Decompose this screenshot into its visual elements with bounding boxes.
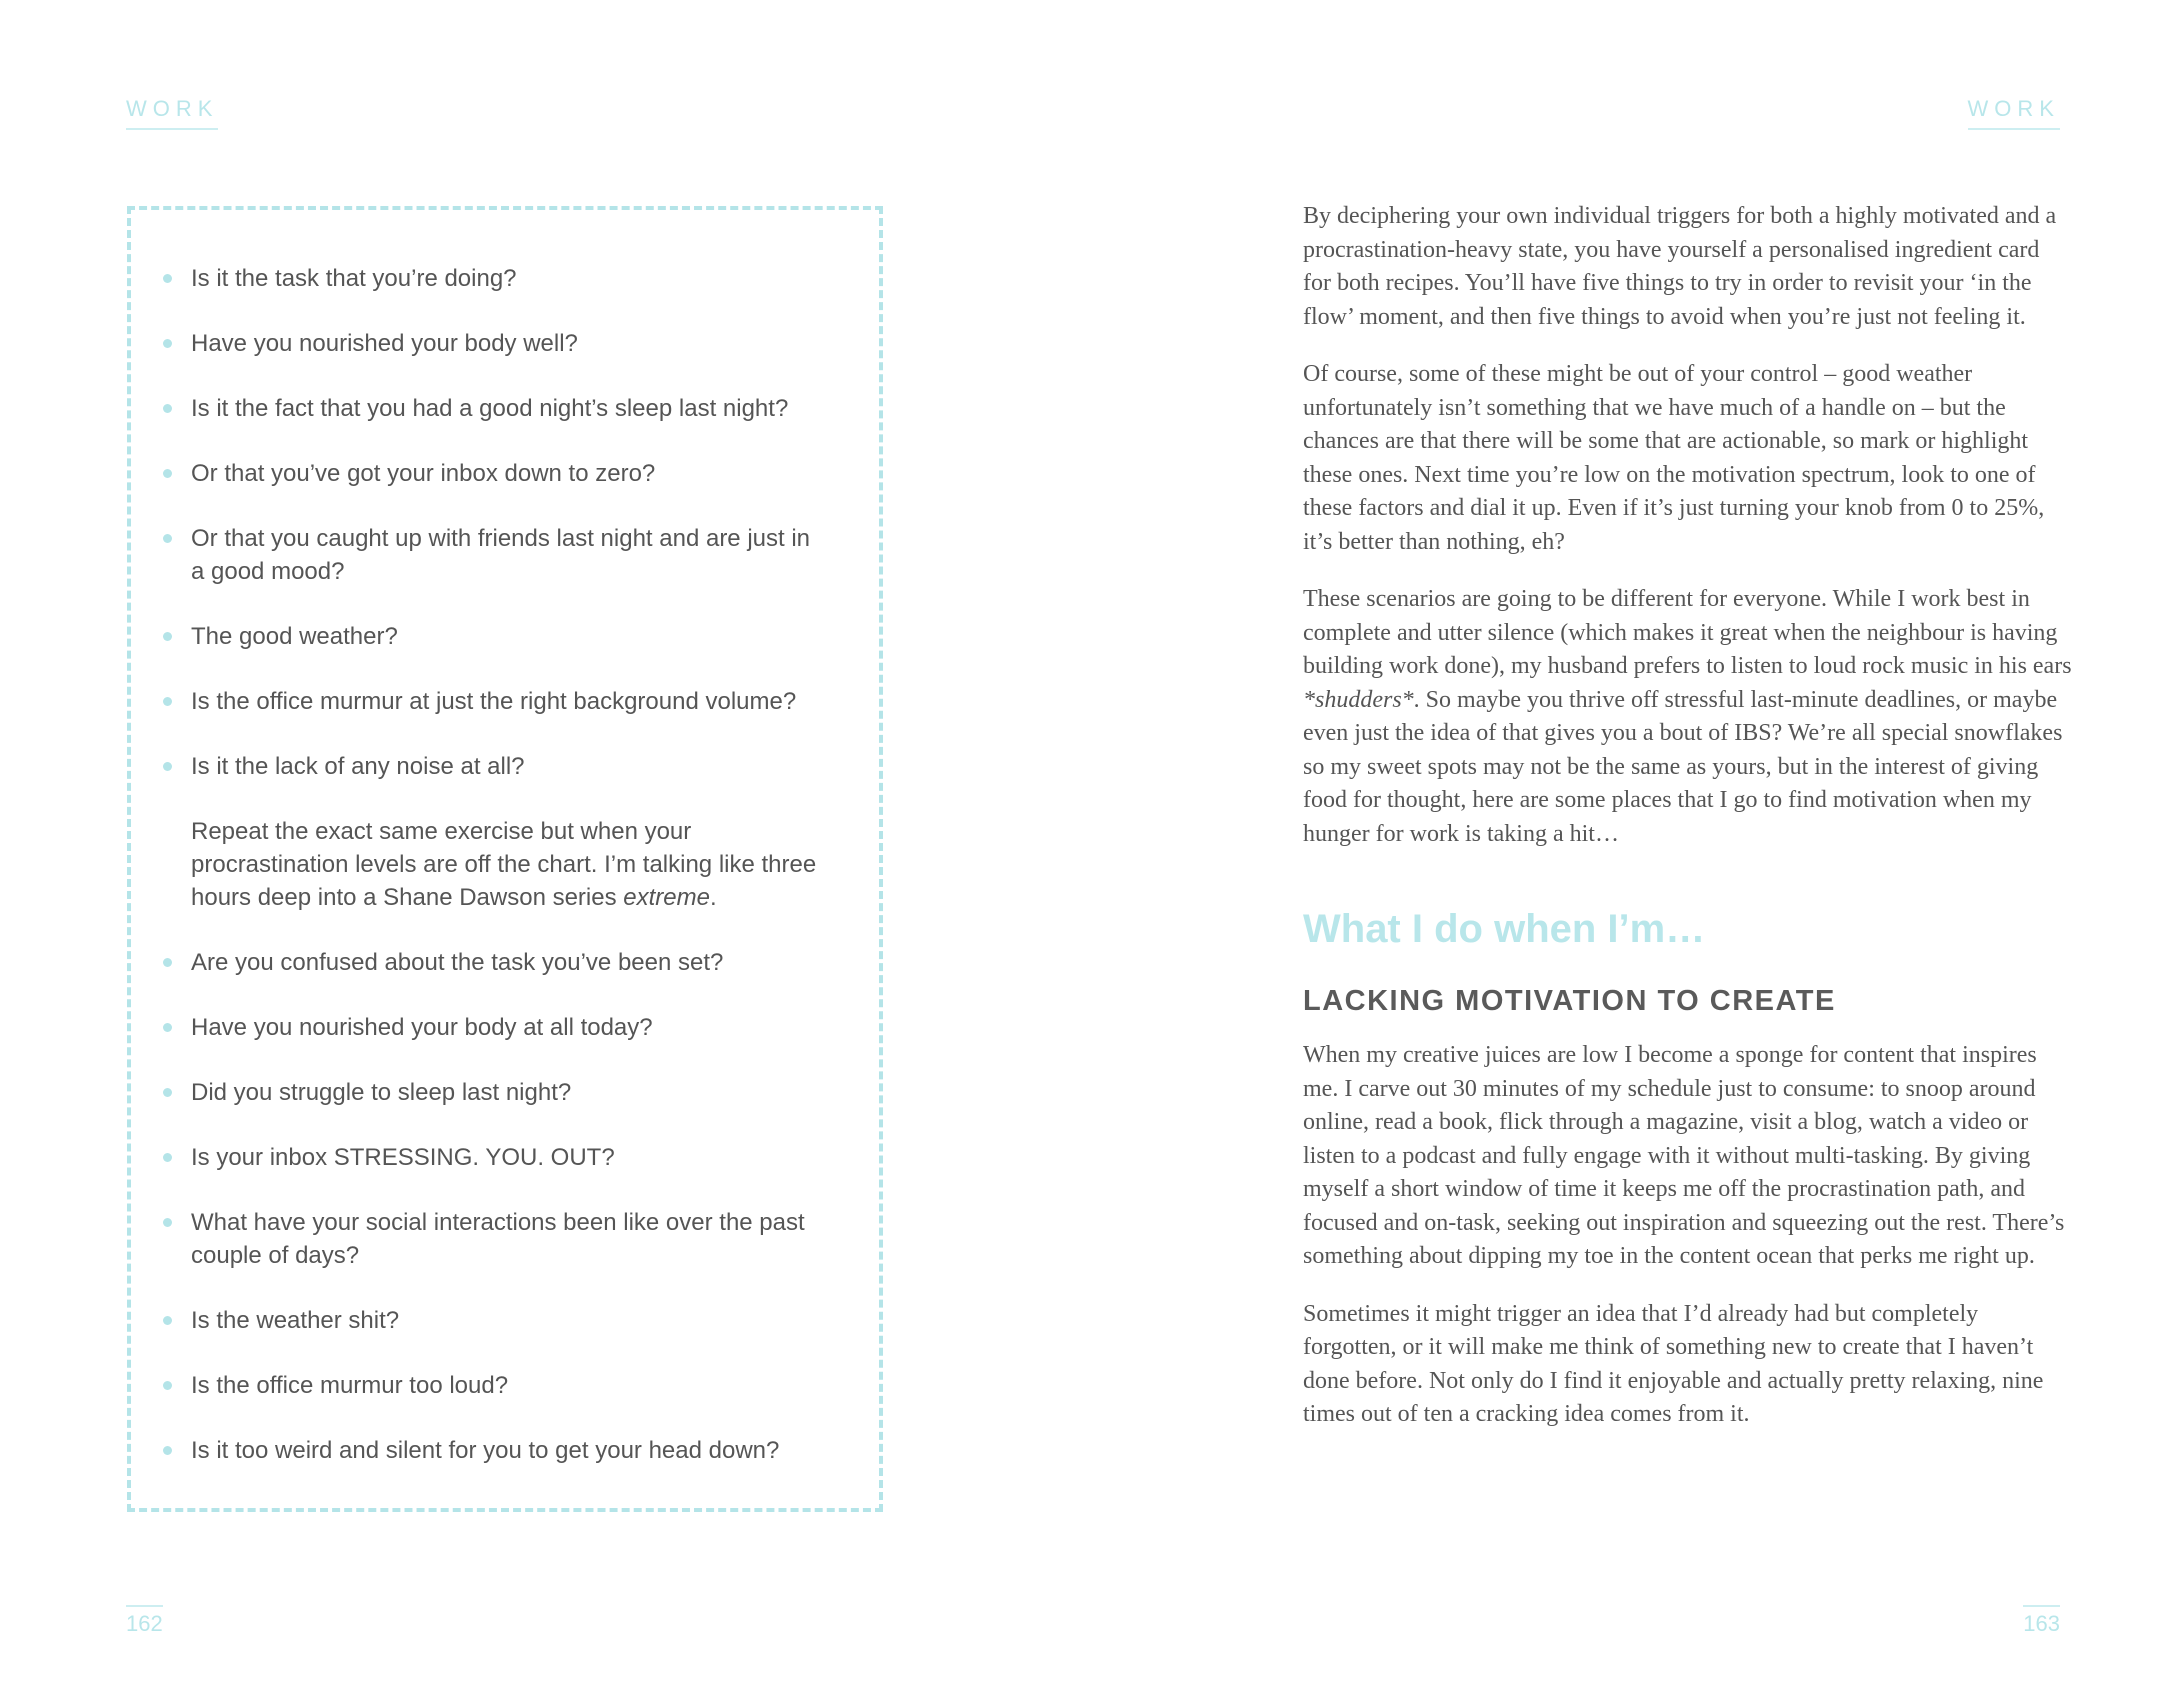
question-text: Is the office murmur at just the right background volume? (191, 688, 797, 715)
question-text: The good weather? (191, 623, 398, 650)
right-page (1087, 0, 2174, 1701)
question-text: Is the weather shit? (191, 1307, 400, 1334)
bullet-icon (163, 339, 172, 348)
list-item (161, 750, 829, 783)
list-item (161, 1304, 829, 1337)
bullet-icon (163, 274, 172, 283)
bullet-icon (163, 469, 172, 478)
bullet-icon (163, 1153, 172, 1162)
question-text: Is it the lack of any noise at all? (191, 753, 525, 780)
bullet-icon (163, 1088, 172, 1097)
list-item (161, 1206, 829, 1272)
paragraph: These scenarios are going to be different for everyone. While I work best in complete and utter silence (which makes it great when the neighbour is having building work done), my husband prefers to listen to loud rock music in his ears *shudders*. So maybe you thrive off stressful last-minute deadlines, or maybe even just the idea of that gives you a bout of IBS? We’re all special snowflakes so my sweet spots may not be the same as yours, but in the interest of giving food for thought, here are some places that I go to find motivation when my hunger for work is taking a hit… (1303, 586, 2072, 847)
page-number-right: 163 (2023, 1605, 2060, 1637)
bullet-icon (163, 697, 172, 706)
list-item (161, 1434, 829, 1467)
question-text: Or that you’ve got your inbox down to zero? (191, 460, 656, 487)
list-item (161, 522, 829, 588)
bullet-icon (163, 762, 172, 771)
emphasis-text: *shudders* (1303, 686, 1414, 713)
question-text: Have you nourished your body at all today? (191, 1014, 653, 1041)
question-text: Is the office murmur too loud? (191, 1372, 509, 1399)
emphasis-text: extreme (623, 884, 710, 911)
page-number-left: 162 (126, 1605, 163, 1637)
section-heading: What I do when I’m… (1303, 907, 1706, 951)
bullet-icon (163, 534, 172, 543)
list-item (161, 1011, 829, 1044)
bullet-icon (163, 1446, 172, 1455)
question-text: Or that you caught up with friends last night and are just in a good mood? (191, 525, 811, 585)
bullet-icon (163, 1023, 172, 1032)
question-text: Is it the fact that you had a good night’s sleep last night? (191, 395, 789, 422)
running-head-left: WORK (126, 96, 218, 130)
bullet-icon (163, 958, 172, 967)
list-item (161, 392, 829, 425)
question-text: Did you struggle to sleep last night? (191, 1079, 572, 1106)
paragraph: By deciphering your own individual triggers for both a highly motivated and a procrastination-heavy state, you have yourself a personalised ingredient card for both recipes. You’ll have five things to try in order to revisit your ‘in the flow’ moment, and then five things to avoid when you’re just not feeling it. (1303, 203, 2057, 330)
list-item (161, 685, 829, 718)
question-text: Is your inbox STRESSING. YOU. OUT? (191, 1144, 615, 1171)
list-item (161, 1076, 829, 1109)
list-item (161, 327, 829, 360)
bullet-icon (163, 404, 172, 413)
list-item (161, 946, 829, 979)
list-item (161, 457, 829, 490)
paragraph: Of course, some of these might be out of your control – good weather unfortunately isn’t something that we have much of a handle on – but the chances are that there will be some that are actionable, so mark or highlight these ones. Next time you’re low on the motivation spectrum, look to one of these factors and dial it up. Even if it’s just turning your knob from 0 to 25%, it’s better than nothing, eh? (1303, 361, 2045, 555)
list-item (161, 1141, 829, 1174)
question-list (161, 262, 829, 1467)
paragraph: When my creative juices are low I become a sponge for content that inspires me. I carve out 30 minutes of my schedule just to consume: to snoop around online, read a book, flick through a magazine, visit a blog, watch a video or listen to a podcast and fully engage with it without multi-tasking. By giving myself a short window of time it keeps me off the procrastination path, and focused and on-task, seeking out inspiration and squeezing out the rest. There’s something about dipping my toe in the content ocean that perks me right up. (1303, 1042, 2065, 1269)
question-text: What have your social interactions been like over the past couple of days? (191, 1209, 805, 1269)
bullet-icon (163, 1381, 172, 1390)
bullet-icon (163, 632, 172, 641)
bullet-icon (163, 1316, 172, 1325)
list-item (161, 620, 829, 653)
sub-heading: LACKING MOTIVATION TO CREATE (1303, 985, 1836, 1017)
running-head-right: WORK (1968, 96, 2060, 130)
repeat-instruction: Repeat the exact same exercise but when your procrastination levels are off the chart. I’m talking like three hours deep into a Shane Dawson series extreme. (191, 818, 817, 911)
list-item (161, 1369, 829, 1402)
bullet-icon (163, 1218, 172, 1227)
question-text: Is it the task that you’re doing? (191, 265, 517, 292)
list-item (161, 262, 829, 295)
body-text (1303, 200, 2073, 1456)
question-box (127, 206, 883, 1512)
question-text: Is it too weird and silent for you to get your head down? (191, 1437, 780, 1464)
question-text: Are you confused about the task you’ve been set? (191, 949, 724, 976)
paragraph: Sometimes it might trigger an idea that I’d already had but completely forgotten, or it will make me think of something new to create that I haven’t done before. Not only do I find it enjoyable and actually pretty relaxing, nine times out of ten a cracking idea comes from it. (1303, 1300, 2044, 1427)
question-text: Have you nourished your body well? (191, 330, 578, 357)
